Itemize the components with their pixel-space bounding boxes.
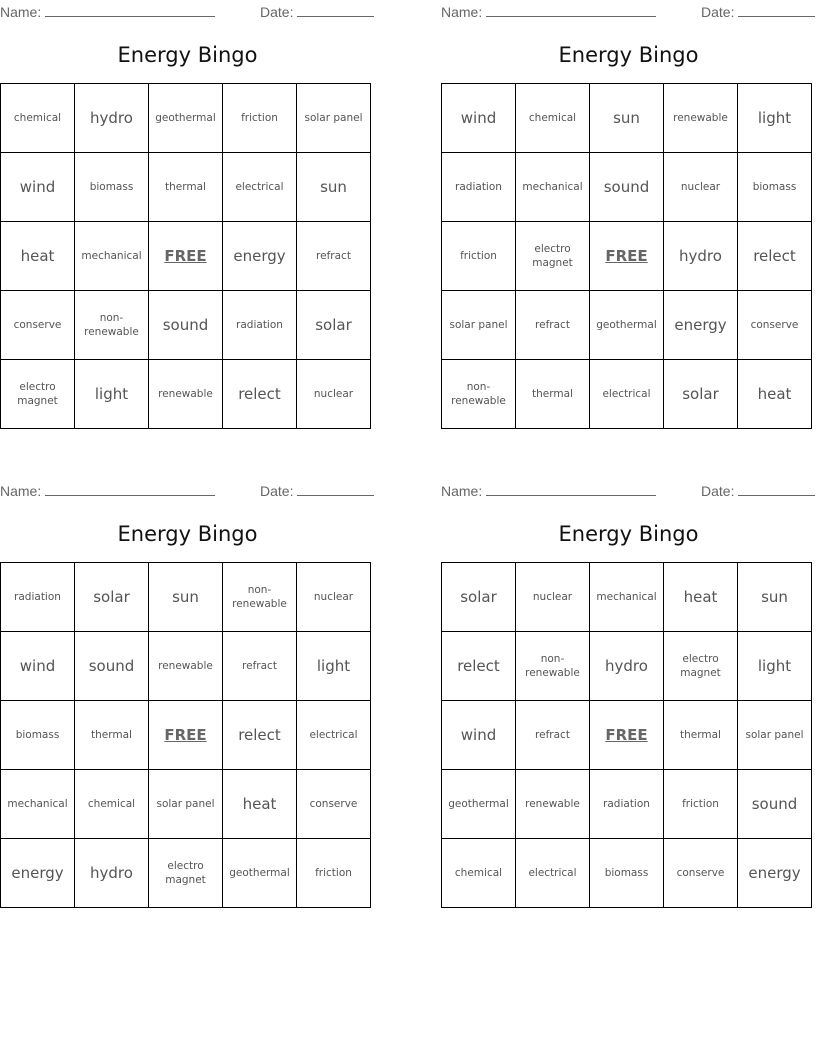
cell-word: radiation — [14, 590, 61, 603]
cell-word: refract — [535, 728, 570, 741]
cell-word: nuclear — [313, 590, 354, 603]
bingo-cell — [149, 84, 223, 153]
bingo-cell — [590, 360, 664, 429]
cell-word: conserve — [676, 866, 725, 879]
cell-word: electrical — [602, 387, 651, 400]
bingo-cell — [442, 839, 516, 908]
cell-word: conserve — [750, 318, 799, 331]
cell-word: FREE — [605, 246, 648, 265]
cell-word: sound — [88, 656, 135, 675]
bingo-cell — [442, 222, 516, 291]
cell-word: hydro — [605, 656, 648, 675]
free-space — [590, 222, 664, 291]
bingo-cell — [223, 153, 297, 222]
cell-word: chemical — [87, 797, 136, 810]
name-label: Name: — [441, 483, 483, 499]
date-label: Date: — [260, 483, 294, 499]
date-blank-line — [738, 3, 815, 17]
bingo-cell — [75, 291, 149, 360]
cell-word: solar panel — [449, 318, 508, 331]
cell-word: solar panel — [304, 111, 363, 124]
cell-word: solar — [315, 315, 352, 334]
cell-word: sound — [603, 177, 650, 196]
bingo-cell — [75, 839, 149, 908]
cell-word: heat — [757, 384, 792, 403]
card-header — [0, 0, 375, 22]
bingo-cell — [1, 84, 75, 153]
bingo-cell — [149, 360, 223, 429]
cell-word: electrical — [528, 866, 577, 879]
cell-word: conserve — [309, 797, 358, 810]
cell-word: hydro — [679, 246, 722, 265]
cell-word: wind — [460, 108, 497, 127]
free-space — [590, 701, 664, 770]
bingo-cell — [297, 701, 371, 770]
cell-word: thermal — [91, 728, 132, 741]
bingo-cell — [664, 701, 738, 770]
cell-word: FREE — [164, 725, 207, 744]
cell-word: sun — [761, 587, 788, 606]
cell-word: friction — [682, 797, 719, 810]
card-header — [441, 0, 816, 22]
bingo-cell — [223, 222, 297, 291]
bingo-cell — [297, 222, 371, 291]
bingo-card — [441, 479, 816, 882]
bingo-cell — [590, 632, 664, 701]
date-field — [260, 482, 374, 499]
cell-word: solar — [93, 587, 130, 606]
cell-word: relect — [753, 246, 796, 265]
cell-word: friction — [315, 866, 352, 879]
cell-word: friction — [241, 111, 278, 124]
bingo-cell — [1, 839, 75, 908]
cell-word: FREE — [605, 725, 648, 744]
bingo-cell — [75, 770, 149, 839]
bingo-cell — [223, 563, 297, 632]
cell-word: light — [757, 656, 792, 675]
bingo-grid — [441, 562, 812, 908]
bingo-cell — [223, 84, 297, 153]
cell-word: nuclear — [313, 387, 354, 400]
cell-word: electro magnet — [165, 859, 206, 886]
cell-word: energy — [674, 315, 727, 334]
cell-word: sun — [172, 587, 199, 606]
cell-word: geothermal — [155, 111, 216, 124]
bingo-cell — [738, 839, 812, 908]
cell-word: solar panel — [156, 797, 215, 810]
bingo-cell — [442, 84, 516, 153]
cell-word: relect — [238, 384, 281, 403]
bingo-cell — [738, 291, 812, 360]
cell-word: electrical — [309, 728, 358, 741]
bingo-cell — [516, 839, 590, 908]
date-field — [701, 3, 815, 20]
bingo-cell — [590, 770, 664, 839]
cell-word: wind — [19, 177, 56, 196]
cell-word: friction — [460, 249, 497, 262]
date-label: Date: — [260, 4, 294, 20]
bingo-cell — [738, 84, 812, 153]
bingo-cell — [1, 701, 75, 770]
bingo-cell — [664, 153, 738, 222]
bingo-cell — [149, 839, 223, 908]
cell-word: light — [94, 384, 129, 403]
card-title: Energy Bingo — [558, 43, 699, 67]
bingo-cell — [442, 360, 516, 429]
bingo-cell — [223, 770, 297, 839]
cell-word: biomass — [15, 728, 60, 741]
bingo-cell — [738, 222, 812, 291]
bingo-cell — [664, 222, 738, 291]
name-label: Name: — [0, 483, 42, 499]
bingo-cell — [738, 701, 812, 770]
cell-word: refract — [535, 318, 570, 331]
bingo-cell — [75, 222, 149, 291]
bingo-cell — [442, 770, 516, 839]
name-blank-line — [486, 3, 656, 17]
free-space — [149, 222, 223, 291]
cell-word: heat — [242, 794, 277, 813]
bingo-cell — [590, 153, 664, 222]
bingo-card — [0, 479, 375, 886]
cell-word: radiation — [455, 180, 502, 193]
bingo-cell — [664, 563, 738, 632]
bingo-cell — [516, 701, 590, 770]
bingo-cell — [149, 563, 223, 632]
cell-word: energy — [11, 863, 64, 882]
bingo-cell — [590, 291, 664, 360]
date-blank-line — [297, 3, 374, 17]
cell-word: geothermal — [229, 866, 290, 879]
bingo-cell — [516, 222, 590, 291]
bingo-cell — [149, 770, 223, 839]
cell-word: light — [757, 108, 792, 127]
cell-word: mechanical — [522, 180, 583, 193]
cell-word: thermal — [165, 180, 206, 193]
bingo-cell — [297, 291, 371, 360]
cell-word: thermal — [532, 387, 573, 400]
cell-word: relect — [457, 656, 500, 675]
bingo-cell — [516, 563, 590, 632]
cell-word: refract — [316, 249, 351, 262]
bingo-cell — [738, 632, 812, 701]
card-title: Energy Bingo — [117, 522, 258, 546]
cell-word: renewable — [158, 387, 213, 400]
bingo-cell — [297, 632, 371, 701]
bingo-cell — [442, 563, 516, 632]
bingo-cell — [1, 291, 75, 360]
bingo-cell — [516, 291, 590, 360]
bingo-cell — [664, 839, 738, 908]
cell-word: geothermal — [448, 797, 509, 810]
bingo-cell — [664, 360, 738, 429]
name-blank-line — [45, 3, 215, 17]
name-field — [441, 482, 656, 499]
bingo-cell — [664, 84, 738, 153]
bingo-cell — [516, 84, 590, 153]
cell-word: conserve — [13, 318, 62, 331]
bingo-grid — [0, 83, 371, 429]
cell-word: hydro — [90, 863, 133, 882]
name-blank-line — [486, 482, 656, 496]
bingo-cell — [738, 770, 812, 839]
name-label: Name: — [0, 4, 42, 20]
cell-word: radiation — [236, 318, 283, 331]
cell-word: biomass — [89, 180, 134, 193]
bingo-cell — [442, 291, 516, 360]
bingo-cell — [149, 291, 223, 360]
cell-word: nuclear — [532, 590, 573, 603]
bingo-cell — [664, 770, 738, 839]
cell-word: nuclear — [680, 180, 721, 193]
name-label: Name: — [441, 4, 483, 20]
cell-word: mechanical — [7, 797, 68, 810]
cell-word: sun — [613, 108, 640, 127]
cell-word: non- renewable — [525, 652, 580, 679]
bingo-grid — [441, 83, 812, 429]
cell-word: electrical — [235, 180, 284, 193]
bingo-cell — [223, 839, 297, 908]
cell-word: electro magnet — [532, 242, 573, 269]
date-label: Date: — [701, 4, 735, 20]
bingo-cell — [223, 632, 297, 701]
cell-word: refract — [242, 659, 277, 672]
cell-word: mechanical — [81, 249, 142, 262]
bingo-cell — [223, 291, 297, 360]
bingo-cell — [516, 632, 590, 701]
bingo-cell — [1, 563, 75, 632]
cell-word: renewable — [673, 111, 728, 124]
cell-word: hydro — [90, 108, 133, 127]
cell-word: biomass — [752, 180, 797, 193]
cell-word: electro magnet — [680, 652, 721, 679]
cell-word: biomass — [604, 866, 649, 879]
cell-word: chemical — [528, 111, 577, 124]
bingo-cell — [738, 360, 812, 429]
date-field — [701, 482, 815, 499]
bingo-cell — [442, 632, 516, 701]
bingo-card — [0, 0, 375, 407]
bingo-cell — [516, 360, 590, 429]
cell-word: heat — [20, 246, 55, 265]
cell-word: energy — [748, 863, 801, 882]
cell-word: geothermal — [596, 318, 657, 331]
cell-word: electro magnet — [17, 380, 58, 407]
bingo-cell — [442, 701, 516, 770]
bingo-cell — [516, 770, 590, 839]
bingo-cell — [590, 839, 664, 908]
bingo-cell — [75, 84, 149, 153]
bingo-cell — [664, 632, 738, 701]
card-title: Energy Bingo — [558, 522, 699, 546]
bingo-cell — [223, 701, 297, 770]
bingo-cell — [223, 360, 297, 429]
name-blank-line — [45, 482, 215, 496]
cell-word: relect — [238, 725, 281, 744]
bingo-cell — [75, 153, 149, 222]
cell-word: sound — [162, 315, 209, 334]
cell-word: solar — [682, 384, 719, 403]
bingo-cell — [1, 632, 75, 701]
bingo-grid — [0, 562, 371, 908]
cell-word: non- renewable — [232, 583, 287, 610]
cell-word: renewable — [525, 797, 580, 810]
bingo-cell — [1, 153, 75, 222]
cell-word: thermal — [680, 728, 721, 741]
bingo-cell — [1, 360, 75, 429]
bingo-cell — [75, 563, 149, 632]
cell-word: wind — [19, 656, 56, 675]
name-field — [0, 482, 215, 499]
cell-word: chemical — [13, 111, 62, 124]
date-label: Date: — [701, 483, 735, 499]
bingo-cell — [516, 153, 590, 222]
cell-word: radiation — [603, 797, 650, 810]
free-space — [149, 701, 223, 770]
bingo-cell — [75, 632, 149, 701]
cell-word: sun — [320, 177, 347, 196]
bingo-cell — [590, 84, 664, 153]
bingo-cell — [297, 770, 371, 839]
bingo-cell — [664, 291, 738, 360]
date-blank-line — [738, 482, 815, 496]
name-field — [0, 3, 215, 20]
bingo-cell — [297, 839, 371, 908]
cell-word: energy — [233, 246, 286, 265]
cell-word: chemical — [454, 866, 503, 879]
cell-word: mechanical — [596, 590, 657, 603]
card-header — [441, 479, 816, 501]
bingo-cell — [297, 153, 371, 222]
bingo-cell — [738, 153, 812, 222]
cell-word: wind — [460, 725, 497, 744]
cell-word: light — [316, 656, 351, 675]
date-field — [260, 3, 374, 20]
cell-word: sound — [751, 794, 798, 813]
bingo-cell — [75, 360, 149, 429]
bingo-cell — [75, 701, 149, 770]
card-title: Energy Bingo — [117, 43, 258, 67]
bingo-cell — [1, 222, 75, 291]
cell-word: solar — [460, 587, 497, 606]
bingo-card — [441, 0, 816, 407]
bingo-cell — [738, 563, 812, 632]
date-blank-line — [297, 482, 374, 496]
cell-word: renewable — [158, 659, 213, 672]
cell-word: solar panel — [745, 728, 804, 741]
card-header — [0, 479, 375, 501]
bingo-cell — [1, 770, 75, 839]
cell-word: non- renewable — [84, 311, 139, 338]
bingo-cell — [297, 563, 371, 632]
bingo-cell — [297, 360, 371, 429]
bingo-cell — [442, 153, 516, 222]
cell-word: non- renewable — [451, 380, 506, 407]
name-field — [441, 3, 656, 20]
bingo-cell — [149, 153, 223, 222]
bingo-cell — [590, 563, 664, 632]
cell-word: FREE — [164, 246, 207, 265]
bingo-cell — [149, 632, 223, 701]
cell-word: heat — [683, 587, 718, 606]
bingo-cell — [297, 84, 371, 153]
